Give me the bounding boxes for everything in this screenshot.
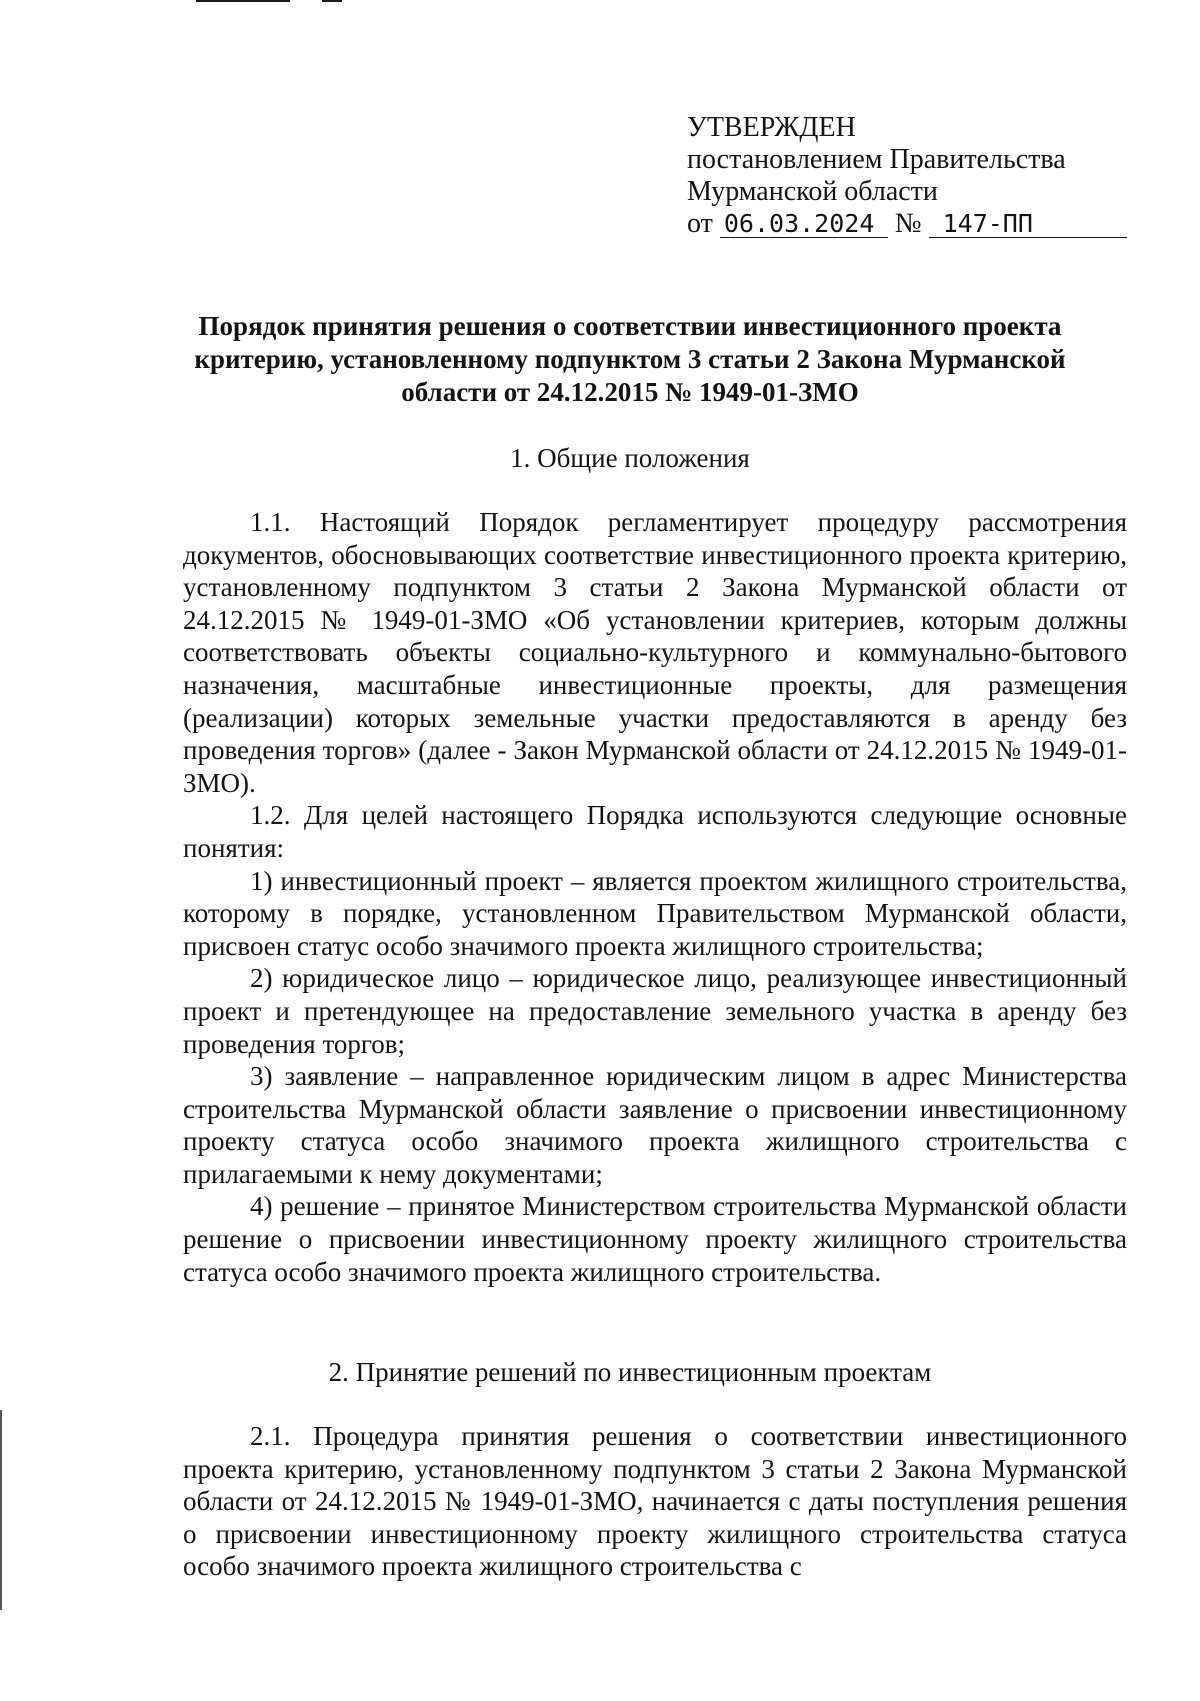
section-2-body [183,1420,1127,1583]
approval-date-line [687,208,1127,240]
title-line-3: области от 24.12.2015 № 1949-01-ЗМО [401,377,859,407]
title-line-1: Порядок принятия решения о соответствии инвестиционного проекта [198,311,1062,341]
definition-1: 1) инвестиционный проект – является проектом жилищного строительства, которому в порядке, установленном Правительством Мурманской области, присвоен статус особо значимого проекта жилищного строительства; [183,865,1127,961]
approval-line-2: постановлением Правительства [687,144,1066,175]
scan-mark-top [196,0,290,2]
approval-date: 06.03.2024 [720,211,888,238]
scan-mark-left [0,1410,2,1610]
definition-2: 2) юридическое лицо – юридическое лицо, реализующее инвестиционный проект и претендующее на предоставление земельного участка в аренду без проведения торгов; [183,963,1127,1059]
section-1-body [183,506,1127,1288]
approval-line-3: Мурманской области [687,176,938,207]
approval-block [687,112,1127,240]
approval-heading: УТВЕРЖДЕН [687,112,856,143]
section-1-heading: 1. Общие положения [510,443,750,473]
date-prefix: от [687,208,713,239]
definition-3: 3) заявление – направленное юридическим лицом в адрес Министерства строительства Мурманской области заявление о присвоении инвестиционному проекту статуса особо значимого проекта жилищного строительства с прилагаемыми к нему документами; [183,1061,1127,1189]
paragraph-1-1: 1.1. Настоящий Порядок регламентирует процедуру рассмотрения документов, обосновывающих соответствие инвестиционного проекта критерию, установленному подпунктом 3 статьи 2 Закона Мурманской области от 24.12.2015 № 1949-01-ЗМО «Об установлении критериев, которым должны соответствовать объекты социально-культурного и коммунально-бытового назначения, масштабные инвестиционные проекты, для размещения (реализации) которых земельные участки предоставляются в аренду без проведения торгов» (далее - Закон Мурманской области от 24.12.2015 № 1949-01-ЗМО). [183,507,1127,798]
paragraph-2-1: 2.1. Процедура принятия решения о соответствии инвестиционного проекта критерию, установленному подпунктом 3 статьи 2 Закона Мурманской области от 24.12.2015 № 1949-01-ЗМО, начинается с даты поступления решения о присвоении инвестиционному проекту жилищного строительства статуса особо значимого проекта жилищного строительства с [183,1421,1127,1582]
definition-4: 4) решение – принятое Министерством строительства Мурманской области решение о присвоении инвестиционному проекту жилищного строительства статуса особо значимого проекта жилищного строительства. [183,1191,1127,1287]
scan-mark-top-small [322,0,342,2]
approval-number: 147-ПП [929,211,1127,238]
title-line-2: критерию, установленному подпунктом 3 статьи 2 Закона Мурманской [194,344,1066,374]
paragraph-1-2: 1.2. Для целей настоящего Порядка используются следующие основные понятия: [183,800,1127,863]
number-prefix: № [894,208,922,239]
section-2-heading: 2. Принятие решений по инвестиционным проектам [328,1357,932,1387]
document-title [150,310,1110,409]
